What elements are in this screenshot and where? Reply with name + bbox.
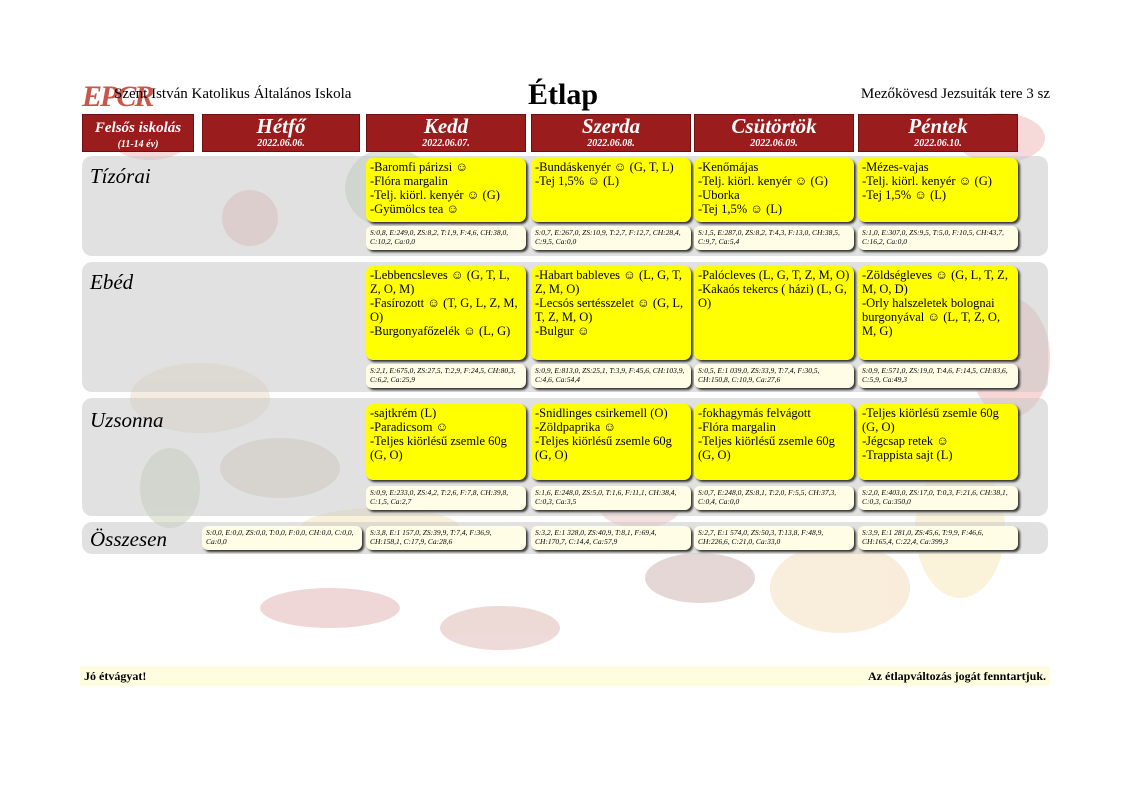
menu-cell — [366, 266, 526, 360]
day-header-friday — [858, 114, 1018, 152]
menu-cell — [858, 158, 1018, 222]
menu-item: -Snidlinges csirkemell (O) — [535, 406, 668, 420]
nutrition-box: S:2,0, E:403,0, ZS:17,0, T:0,3, F:21,6, CH:38,1, C:0,3, Ca:350,0 — [858, 486, 1018, 510]
day-header-wednesday — [531, 114, 691, 152]
day-header-tuesday — [366, 114, 526, 152]
day-name: Csütörtök — [731, 114, 817, 138]
totals-box: S:0,0, E:0,0, ZS:0,0, T:0,0, F:0,0, CH:0,0, C:0,0, Ca:0,0 — [202, 526, 362, 550]
day-date: 2022.06.08. — [587, 138, 635, 149]
menu-item: -Teljes kiörlésű zsemle 60g (G, O) — [535, 434, 672, 462]
menu-item: -Telj. kiörl. kenyér ☺ (G) — [370, 188, 500, 202]
menu-item: -Zöldségleves ☺ (G, L, T, Z, M, O, D) — [862, 268, 1008, 296]
totals-box: S:2,7, E:1 574,0, ZS:50,3, T:13,8, F:48,9, CH:226,6, C:21,0, Ca:33,0 — [694, 526, 854, 550]
nutrition-box: S:1,5, E:287,0, ZS:8,2, T:4,3, F:13,0, CH:38,5, C:9,7, Ca:5,4 — [694, 226, 854, 250]
menu-item: -Mézes-vajas — [862, 160, 929, 174]
footer — [80, 666, 1050, 686]
menu-item: -Lebbencsleves ☺ (G, T, L, Z, O, M) — [370, 268, 510, 296]
menu-item: -Orly halszeletek bolognai burgonyával ☺ (L, T, Z, O, M, G) — [862, 296, 1001, 338]
day-header-monday — [202, 114, 360, 152]
day-date: 2022.06.09. — [750, 138, 798, 149]
meal-label: Tízórai — [90, 164, 151, 188]
menu-item: -Telj. kiörl. kenyér ☺ (G) — [698, 174, 828, 188]
footer-left: Jó étvágyat! — [84, 669, 147, 683]
totals-box: S:3,2, E:1 328,0, ZS:40,9, T:8,1, F:69,4, CH:170,7, C:14,4, Ca:57,9 — [531, 526, 691, 550]
day-date: 2022.06.06. — [257, 138, 305, 149]
nutrition-box: S:2,1, E:675,0, ZS:27,5, T:2,9, F:24,5, CH:80,3, C:6,2, Ca:25,9 — [366, 364, 526, 388]
day-date: 2022.06.10. — [914, 138, 962, 149]
nutrition-box: S:0,8, E:249,0, ZS:8,2, T:1,9, F:4,6, CH:38,0, C:10,2, Ca:0,0 — [366, 226, 526, 250]
menu-item: -Paradicsom ☺ — [370, 420, 449, 434]
footer-right: Az étlapváltozás jogát fenntartjuk. — [868, 669, 1046, 683]
menu-cell — [858, 404, 1018, 480]
menu-cell — [531, 266, 691, 360]
menu-item: -Lecsós sertésszelet ☺ (G, L, T, Z, M, O) — [535, 296, 684, 324]
menu-item: -Trappista sajt (L) — [862, 448, 953, 462]
menu-item: -Bulgur ☺ — [535, 324, 590, 338]
menu-item: -Kakaós tekercs ( házi) (L, G, O) — [698, 282, 847, 310]
menu-cell — [366, 158, 526, 222]
nutrition-box: S:0,5, E:1 039,0, ZS:33,9, T:7,4, F:30,5, CH:150,8, C:10,9, Ca:27,6 — [694, 364, 854, 388]
menu-cell — [531, 158, 691, 222]
nutrition-box: S:1,6, E:248,0, ZS:5,0, T:1,6, F:11,1, CH:38,4, C:0,3, Ca:3,5 — [531, 486, 691, 510]
menu-item: -Tej 1,5% ☺ (L) — [698, 202, 783, 216]
nutrition-box: S:0,9, E:233,0, ZS:4,2, T:2,6, F:7,8, CH:39,8, C:1,5, Ca:2,7 — [366, 486, 526, 510]
totals-box: S:3,9, E:1 281,0, ZS:45,6, T:9,9, F:46,6, CH:165,4, C:22,4, Ca:399,3 — [858, 526, 1018, 550]
menu-item: -Teljes kiörlésű zsemle 60g (G, O) — [862, 406, 999, 434]
menu-cell — [531, 404, 691, 480]
menu-item: -Palócleves (L, G, T, Z, M, O) — [698, 268, 850, 282]
totals-box: S:3,8, E:1 157,0, ZS:39,9, T:7,4, F:36,9, CH:158,1, C:17,9, Ca:28,6 — [366, 526, 526, 550]
menu-item: -Kenőmájas — [698, 160, 759, 174]
day-name: Hétfő — [256, 114, 306, 138]
nutrition-box: S:0,9, E:571,0, ZS:19,0, T:4,6, F:14,5, CH:83,6, C:5,9, Ca:49,3 — [858, 364, 1018, 388]
menu-item: -Bundáskenyér ☺ (G, T, L) — [535, 160, 674, 174]
menu-item: -Tej 1,5% ☺ (L) — [535, 174, 620, 188]
menu-item: -Flóra margalin — [370, 174, 448, 188]
menu-item: -Teljes kiörlésű zsemle 60g (G, O) — [370, 434, 507, 462]
menu-item: -Uborka — [698, 188, 740, 202]
menu-item: -Zöldpaprika ☺ — [535, 420, 617, 434]
totals-label: Összesen — [90, 527, 167, 551]
menu-cell — [858, 266, 1018, 360]
nutrition-box: S:0,7, E:248,0, ZS:8,1, T:2,0, F:5,5, CH:37,3, C:0,4, Ca:0,0 — [694, 486, 854, 510]
day-name: Szerda — [581, 114, 641, 138]
school-address: Mezőkövesd Jezsuiták tere 3 sz — [860, 86, 1050, 102]
level-age: (11-14 év) — [117, 139, 159, 150]
menu-sheet — [80, 78, 1050, 688]
page-title: Étlap — [528, 78, 599, 111]
day-date: 2022.06.07. — [422, 138, 470, 149]
school-name: Szent István Katolikus Általános Iskola — [114, 86, 352, 102]
meal-label: Ebéd — [90, 270, 134, 294]
day-header-thursday — [694, 114, 854, 152]
menu-item: -Burgonyafőzelék ☺ (L, G) — [370, 324, 511, 338]
menu-item: -Fasírozott ☺ (T, G, L, Z, M, O) — [370, 296, 518, 324]
day-name: Péntek — [908, 114, 968, 138]
menu-item: -Teljes kiörlésű zsemle 60g (G, O) — [698, 434, 835, 462]
menu-item: -Baromfi párizsi ☺ — [370, 160, 469, 174]
level-header — [82, 114, 194, 152]
nutrition-box: S:1,0, E:307,0, ZS:9,5, T:5,0, F:10,5, CH:43,7, C:16,2, Ca:0,0 — [858, 226, 1018, 250]
school-logo: EPCR — [82, 80, 153, 113]
menu-item: -Flóra margalin — [698, 420, 776, 434]
menu-item: -sajtkrém (L) — [370, 406, 437, 420]
menu-cell — [694, 404, 854, 480]
day-name: Kedd — [423, 114, 469, 138]
menu-item: -Jégcsap retek ☺ — [862, 434, 950, 448]
nutrition-box: S:0,7, E:267,0, ZS:10,9, T:2,7, F:12,7, CH:28,4, C:9,5, Ca:0,0 — [531, 226, 691, 250]
menu-cell — [694, 158, 854, 222]
meal-label: Uzsonna — [90, 408, 164, 432]
menu-item: -Habart bableves ☺ (L, G, T, Z, M, O) — [535, 268, 682, 296]
level-label: Felsős iskolás — [94, 120, 182, 136]
nutrition-box: S:0,9, E:813,0, ZS:25,1, T:3,9, F:45,6, CH:103,9, C:4,6, Ca:54,4 — [531, 364, 691, 388]
menu-cell — [694, 266, 854, 360]
menu-cell — [366, 404, 526, 480]
menu-item: -Telj. kiörl. kenyér ☺ (G) — [862, 174, 992, 188]
menu-item: -Gyümölcs tea ☺ — [370, 202, 460, 216]
menu-item: -Tej 1,5% ☺ (L) — [862, 188, 947, 202]
menu-item: -fokhagymás felvágott — [698, 406, 811, 420]
header — [80, 78, 1050, 114]
